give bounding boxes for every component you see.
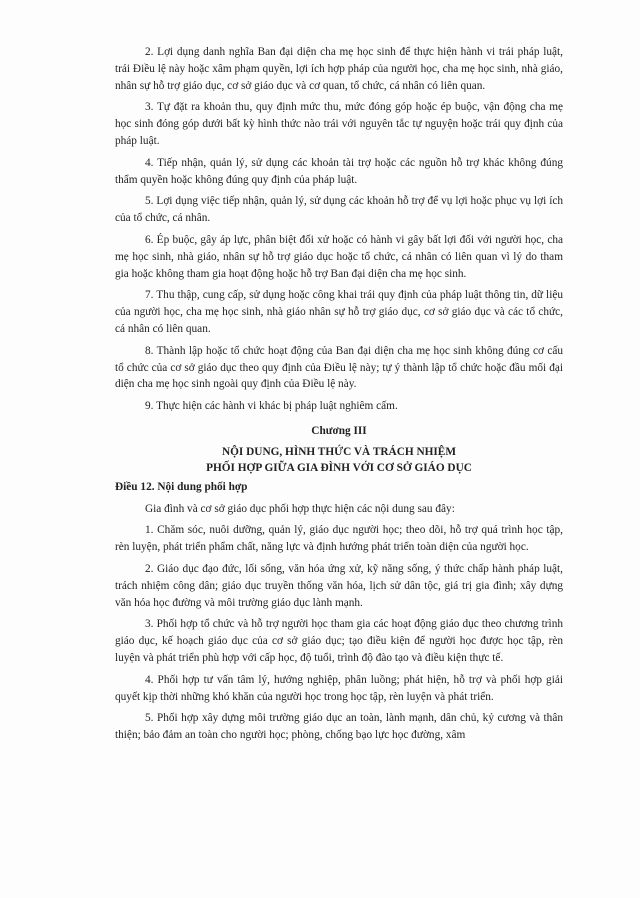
paragraph: 8. Thành lập hoặc tổ chức hoạt động của Ban đại diện cha mẹ học sinh không đúng cơ cấu tổ chức của cơ sở giáo dục theo quy định của Điều lệ này; tự ý thành lập tổ chức hoặc đầu mối đại diện cha mẹ học sinh ngoài quy định của Điều lệ này.	[115, 344, 563, 391]
paragraph: 7. Thu thập, cung cấp, sử dụng hoặc công khai trái quy định của pháp luật thông tin, dữ liệu của người học, cha mẹ học sinh, nhà giáo nhân sự hỗ trợ giáo dục, cơ sở giáo dục và các tổ chức, cá nhân có liên quan.	[115, 289, 563, 336]
paragraph: 5. Lợi dụng việc tiếp nhận, quản lý, sử dụng các khoản hỗ trợ để vụ lợi hoặc phục vụ lợi ích của tổ chức, cá nhân.	[115, 195, 563, 225]
paragraph: 2. Giáo dục đạo đức, lối sống, văn hóa ứng xử, kỹ năng sống, ý thức chấp hành pháp luật, trách nhiệm công dân; giáo dục truyền thống văn hóa, lịch sử dân tộc, giá trị gia đình; xây dựng văn hóa học đường và môi trường giáo dục lành mạnh.	[115, 562, 563, 609]
paragraph: 9. Thực hiện các hành vi khác bị pháp luật nghiêm cấm.	[145, 400, 398, 413]
chapter-title-line: PHỐI HỢP GIỮA GIA ĐÌNH VỚI CƠ SỞ GIÁO DỤC	[206, 461, 472, 474]
paragraph: 1. Chăm sóc, nuôi dưỡng, quản lý, giáo dục người học; theo dõi, hỗ trợ quá trình học tập, rèn luyện, phát triển phẩm chất, năng lực và định hướng phát triển toàn diện của người học.	[115, 524, 563, 554]
chapter-title	[115, 444, 563, 476]
paragraph: 3. Phối hợp tổ chức và hỗ trợ người học tham gia các hoạt động giáo dục theo chương trình giáo dục, kế hoạch giáo dục của cơ sở giáo dục; tạo điều kiện để người học được học tập, rèn luyện và phát triển phù hợp với cấp học, độ tuổi, trình độ đào tạo và điều kiện thực tế.	[115, 618, 563, 665]
paragraph: 4. Phối hợp tư vấn tâm lý, hướng nghiệp, phân luồng; phát hiện, hỗ trợ và phối hợp giải quyết kịp thời những khó khăn của người học trong học tập, rèn luyện và phát triển.	[115, 673, 563, 703]
paragraph: 3. Tự đặt ra khoản thu, quy định mức thu, mức đóng góp hoặc ép buộc, vận động cha mẹ học sinh đóng góp dưới bất kỳ hình thức nào trái với nguyên tắc tự nguyện hoặc trái quy định của pháp luật.	[115, 101, 563, 148]
paragraph: 2. Lợi dụng danh nghĩa Ban đại diện cha mẹ học sinh để thực hiện hành vi trái pháp luật, trái Điều lệ này hoặc xâm phạm quyền, lợi ích hợp pháp của người học, cha mẹ học sinh, nhà giáo, nhân sự hỗ trợ giáo dục, cơ sở giáo dục và cơ quan, tổ chức, cá nhân có liên quan.	[115, 46, 563, 92]
paragraph: 5. Phối hợp xây dựng môi trường giáo dục an toàn, lành mạnh, dân chủ, kỷ cương và thân thiện; bảo đảm an toàn cho người học; phòng, chống bạo lực học đường, xâm	[115, 712, 563, 742]
paragraph: Gia đình và cơ sở giáo dục phối hợp thực hiện các nội dung sau đây:	[145, 502, 455, 515]
paragraph: 6. Ép buộc, gây áp lực, phân biệt đối xử hoặc có hành vi gây bất lợi đối với người học, cha mẹ học sinh, nhà giáo, nhân sự hỗ trợ giáo dục hoặc tổ chức, cá nhân có liên quan vì lý do tham gia hoặc không tham gia hoạt động hoặc hỗ trợ Ban đại diện cha mẹ học sinh.	[115, 233, 563, 280]
paragraph: 4. Tiếp nhận, quản lý, sử dụng các khoản tài trợ hoặc các nguồn hỗ trợ khác không đúng thẩm quyền hoặc không đúng quy định của pháp luật.	[115, 156, 563, 186]
document-body	[115, 44, 563, 749]
article-heading: Điều 12. Nội dung phối hợp	[115, 480, 248, 493]
chapter-title-line: NỘI DUNG, HÌNH THỨC VÀ TRÁCH NHIỆM	[221, 445, 456, 458]
chapter-heading: Chương III	[311, 424, 367, 437]
